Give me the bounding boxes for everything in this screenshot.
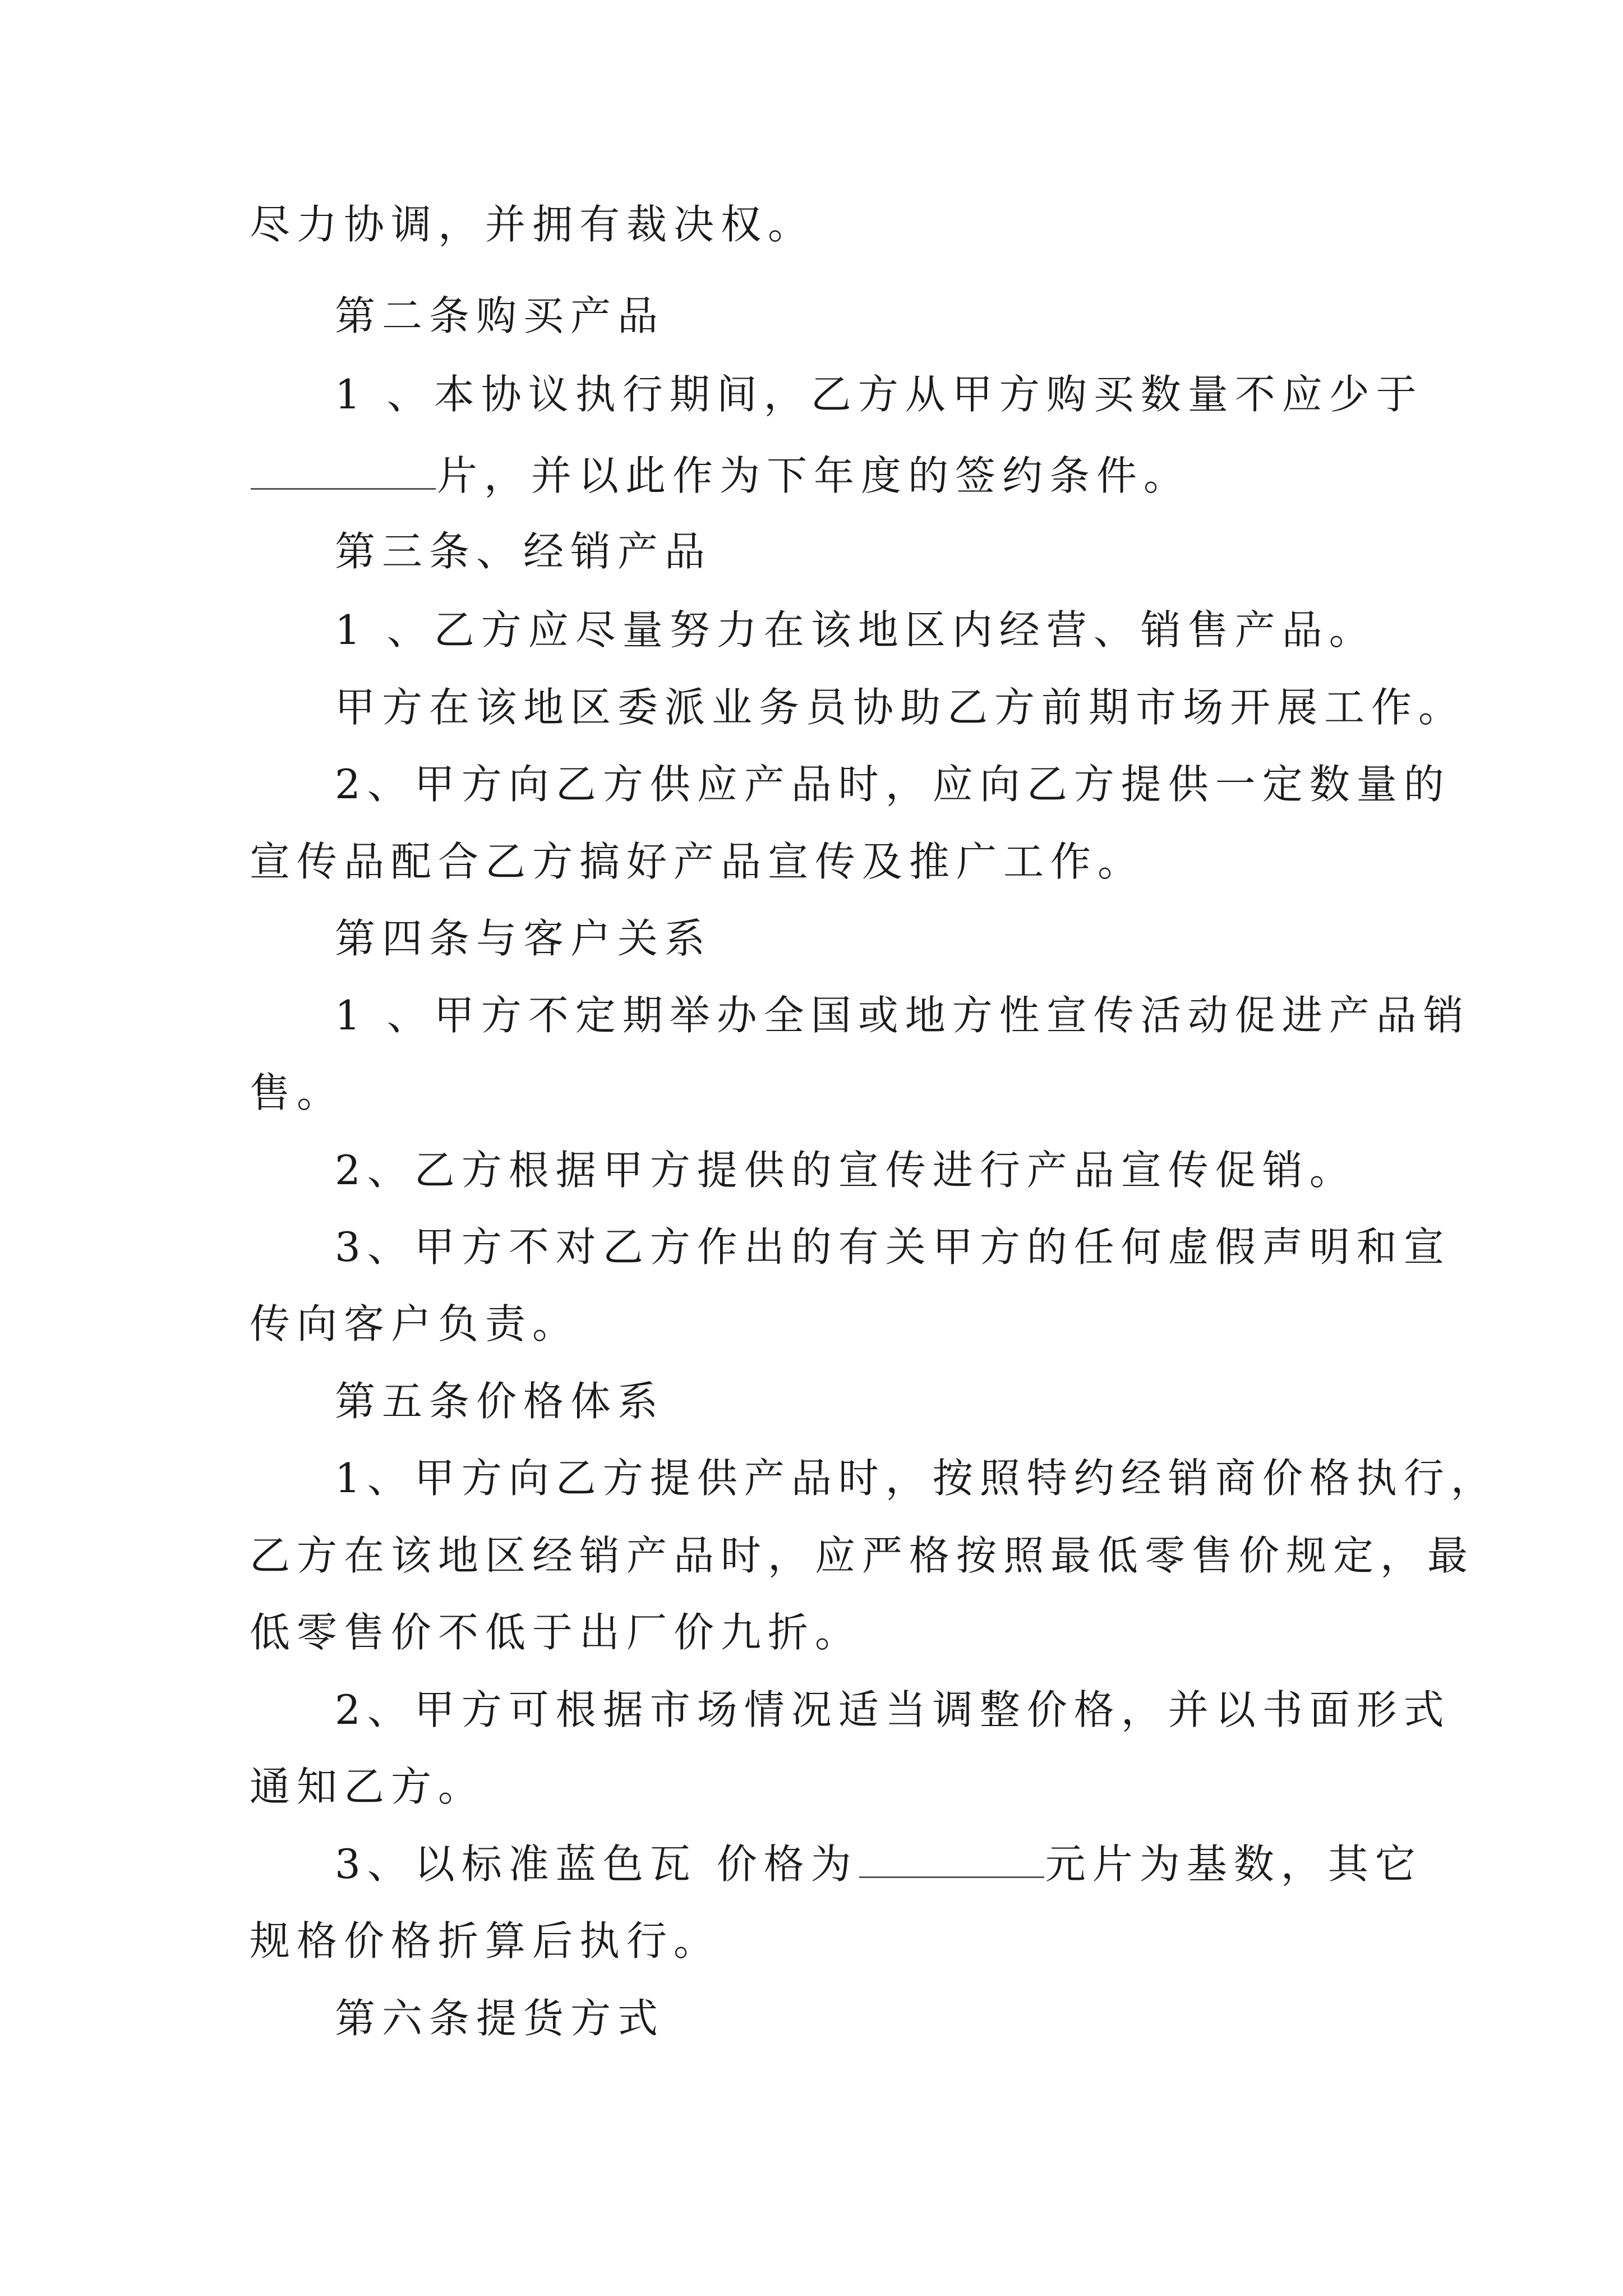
text-line: 宣传品配合乙方搞好产品宣传及推广工作。 <box>250 838 1145 885</box>
text-segment: 元片为基数，其它 <box>1045 1841 1422 1888</box>
fill-in-blank <box>859 1839 1044 1878</box>
text-line: 2、甲方可根据市场情况适当调整价格，并以书面形式 <box>335 1686 1451 1733</box>
section-heading: 第六条提货方式 <box>335 1995 665 2042</box>
text-line: 1 、乙方应尽量努力在该地区内经营、销售产品。 <box>335 606 1376 654</box>
text-line: 乙方在该地区经销产品时，应严格按照最低零售价规定，最 <box>250 1532 1475 1579</box>
text-line <box>250 449 1191 503</box>
text-line: 3、甲方不对乙方作出的有关甲方的任何虚假声明和宣 <box>335 1223 1451 1271</box>
text-line: 传向客户负责。 <box>250 1300 580 1347</box>
text-line: 规格价格折算后执行。 <box>250 1917 721 1964</box>
text-line: 售。 <box>250 1069 344 1116</box>
text-line: 1 、甲方不定期举办全国或地方性宣传活动促进产品销 <box>335 992 1470 1039</box>
text-line: 通知乙方。 <box>250 1763 486 1810</box>
text-line: 1 、本协议执行期间，乙方从甲方购买数量不应少于 <box>335 371 1423 418</box>
text-line: 1、甲方向乙方提供产品时，按照特约经销商价格执行， <box>335 1455 1498 1502</box>
section-heading: 第五条价格体系 <box>335 1378 665 1425</box>
text-line: 尽力协调，并拥有裁决权。 <box>250 201 815 248</box>
section-heading: 第四条与客户关系 <box>335 915 712 962</box>
text-segment: 3、以标准蓝色瓦 价格为 <box>335 1841 858 1888</box>
text-line: 甲方在该地区委派业务员协助乙方前期市场开展工作。 <box>335 684 1466 731</box>
section-heading: 第二条购买产品 <box>335 292 665 339</box>
text-segment: 片，并以此作为下年度的签约条件。 <box>437 452 1191 499</box>
fill-in-blank <box>251 451 436 490</box>
text-line: 2、乙方根据甲方提供的宣传进行产品宣传促销。 <box>335 1147 1357 1194</box>
text-line <box>335 1837 1422 1891</box>
text-line: 低零售价不低于出厂价九折。 <box>250 1609 863 1656</box>
section-heading: 第三条、经销产品 <box>335 528 712 575</box>
text-line: 2、甲方向乙方供应产品时，应向乙方提供一定数量的 <box>335 761 1451 808</box>
